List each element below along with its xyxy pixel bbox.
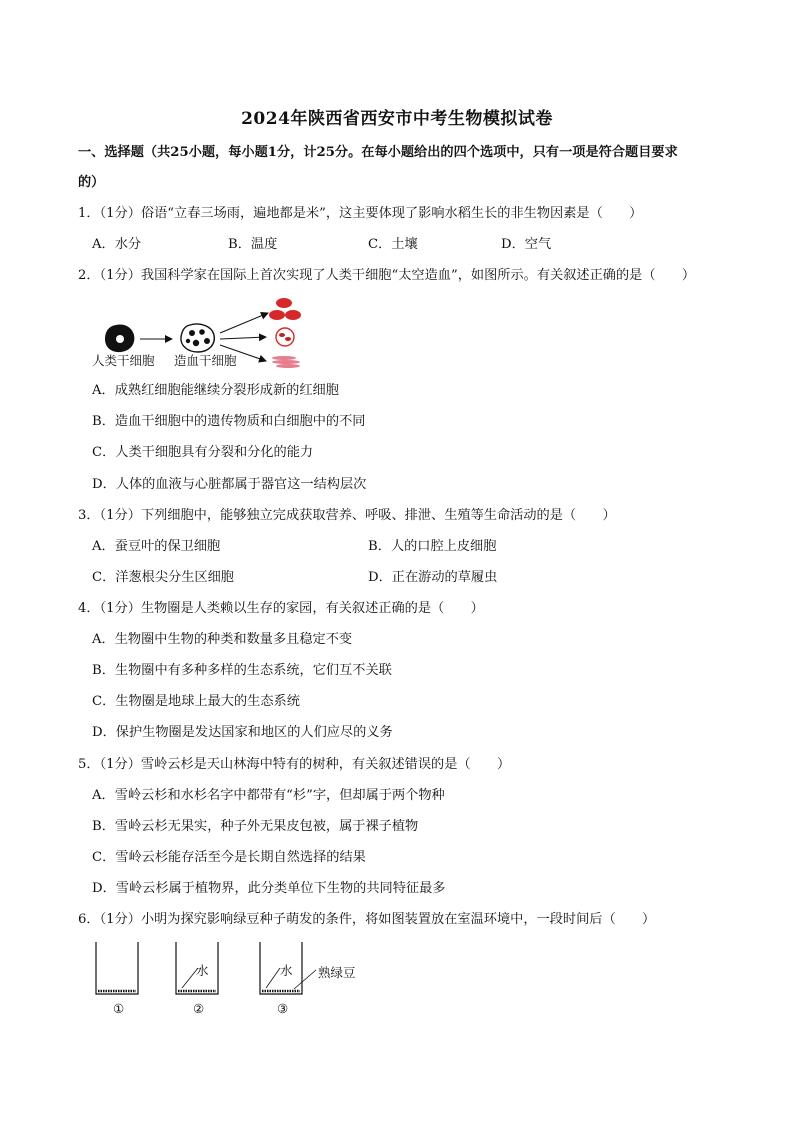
question-2-option-b[interactable]: B．造血干细胞中的遗传物质和白细胞中的不同 bbox=[92, 414, 366, 429]
beaker-3-water-label: 水 bbox=[280, 963, 293, 978]
beaker-1-icon bbox=[96, 942, 138, 994]
beaker-1-number: ① bbox=[113, 1001, 125, 1016]
figure-label-human-stem-cell: 人类干细胞 bbox=[92, 353, 155, 368]
beaker-3-number: ③ bbox=[277, 1001, 289, 1016]
question-1-option-d[interactable]: D．空气 bbox=[501, 237, 552, 252]
page-title: 2024年陕西省西安市中考生物模拟试卷 bbox=[241, 109, 553, 129]
question-5-option-b[interactable]: B．雪岭云杉无果实，种子外无果皮包被，属于裸子植物 bbox=[92, 819, 419, 834]
red-blood-cells-icon bbox=[269, 298, 301, 320]
question-1-option-c[interactable]: C．土壤 bbox=[368, 237, 418, 252]
human-stem-cell-icon bbox=[105, 324, 134, 352]
question-5-stem: 5．（1分）雪岭云杉是天山林海中特有的树种，有关叙述错误的是（ ） bbox=[78, 757, 511, 772]
hematopoietic-stem-cell-icon bbox=[181, 324, 214, 352]
beaker-2-number: ② bbox=[193, 1001, 205, 1016]
question-4-stem: 4．（1分）生物圈是人类赖以生存的家园，有关叙述正确的是（ ） bbox=[78, 601, 484, 616]
question-5-option-a[interactable]: A．雪岭云杉和水杉名字中都带有“杉”字，但却属于两个物种 bbox=[92, 788, 445, 803]
platelets-icon bbox=[272, 356, 300, 368]
question-4-option-a[interactable]: A．生物圈中生物的种类和数量多且稳定不变 bbox=[92, 632, 353, 647]
question-2-option-c[interactable]: C．人类干细胞具有分裂和分化的能力 bbox=[92, 445, 314, 460]
question-2-option-d[interactable]: D．人体的血液与心脏都属于器官这一结构层次 bbox=[92, 477, 367, 492]
question-2-stem: 2．（1分）我国科学家在国际上首次实现了人类干细胞“太空造血”，如图所示。有关叙述正确的是（ ） bbox=[78, 268, 696, 283]
beaker-3-cooked-mung-bean-label: 熟绿豆 bbox=[318, 965, 356, 980]
question-1-option-b[interactable]: B．温度 bbox=[228, 237, 278, 252]
question-3-stem: 3．（1分）下列细胞中，能够独立完成获取营养、呼吸、排泄、生殖等生命活动的是（ ） bbox=[78, 508, 616, 523]
question-6-stem: 6．（1分）小明为探究影响绿豆种子萌发的条件，将如图装置放在室温环境中，一段时间后（ ） bbox=[78, 912, 656, 927]
question-3-option-c[interactable]: C．洋葱根尖分生区细胞 bbox=[92, 570, 234, 585]
question-3-option-a[interactable]: A．蚕豆叶的保卫细胞 bbox=[92, 539, 221, 554]
arrow-to-white-cell-icon bbox=[220, 337, 266, 339]
question-3-option-b[interactable]: B．人的口腔上皮细胞 bbox=[368, 539, 497, 554]
question-1-option-a[interactable]: A．水分 bbox=[92, 237, 142, 252]
question-4-option-b[interactable]: B．生物圈中有多种多样的生态系统，它们互不关联 bbox=[92, 663, 392, 678]
figure-label-hematopoietic-stem-cell: 造血干细胞 bbox=[174, 353, 237, 368]
beaker-2-water-label: 水 bbox=[196, 963, 209, 978]
question-4-option-c[interactable]: C．生物圈是地球上最大的生态系统 bbox=[92, 694, 300, 709]
question-1-stem: 1．（1分）俗语“立春三场雨，遍地都是米”，这主要体现了影响水稻生长的非生物因素是（ ） bbox=[78, 206, 643, 221]
beakers-figure bbox=[90, 940, 290, 1000]
question-3-option-d[interactable]: D．正在游动的草履虫 bbox=[368, 570, 498, 585]
question-2-option-a[interactable]: A．成熟红细胞能继续分裂形成新的红细胞 bbox=[92, 383, 339, 398]
section-heading-line2: 的） bbox=[78, 175, 105, 190]
question-4-option-d[interactable]: D．保护生物圈是发达国家和地区的人们应尽的义务 bbox=[92, 725, 393, 740]
arrow-to-red-cells-icon bbox=[220, 313, 268, 333]
white-blood-cell-icon bbox=[276, 328, 294, 346]
question-5-option-c[interactable]: C．雪岭云杉能存活至今是长期自然选择的结果 bbox=[92, 850, 366, 865]
section-heading-line1: 一、选择题（共25小题，每小题1分，计25分。在每小题给出的四个选项中，只有一项是符合题目要求 bbox=[78, 145, 678, 160]
question-5-option-d[interactable]: D．雪岭云杉属于植物界，此分类单位下生物的共同特征最多 bbox=[92, 881, 446, 896]
